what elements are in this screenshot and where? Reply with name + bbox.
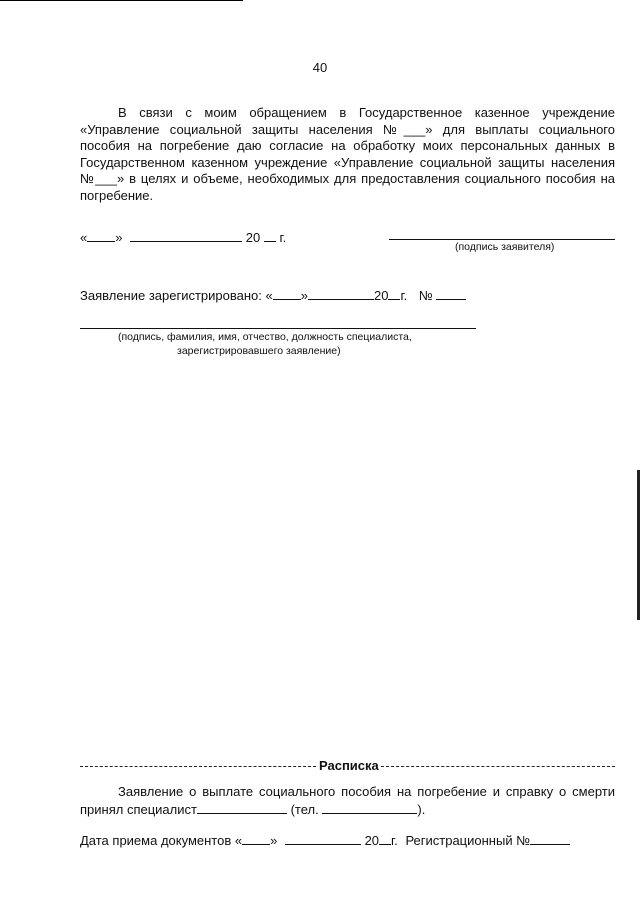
reg-close-quote: »	[300, 288, 308, 303]
receipt-year-blank	[379, 832, 391, 845]
receipt-day-blank	[242, 832, 270, 845]
month-blank	[130, 229, 242, 242]
receipt-close-quote: »	[270, 833, 278, 848]
top-edge-line	[0, 0, 243, 1]
receipt-tel-close: ).	[417, 802, 426, 817]
specialist-name-blank	[197, 801, 287, 814]
receipt-title: Расписка	[319, 758, 379, 773]
year-blank	[264, 229, 276, 242]
reg-year-prefix: 20	[373, 288, 389, 303]
receipt-paragraph	[80, 783, 615, 819]
reg-number-blank	[436, 287, 466, 300]
tel-blank	[322, 801, 417, 814]
applicant-signature-caption: (подпись заявителя)	[455, 241, 555, 253]
applicant-signature-line	[389, 239, 615, 240]
receipt-tel-open: (тел.	[290, 802, 319, 817]
reg-day-blank	[273, 287, 301, 300]
year-suffix: г.	[279, 230, 287, 245]
reg-year-suffix: г.	[400, 288, 408, 303]
registration-label: Заявление зарегистрировано: «	[80, 288, 273, 303]
receipt-year-suffix: г.	[391, 833, 398, 848]
year-prefix: 20	[245, 230, 261, 245]
registration-line	[80, 287, 466, 303]
reg-number-sign: №	[418, 288, 433, 303]
page-number: 40	[312, 60, 328, 75]
receipt-month-blank	[285, 832, 361, 845]
receipt-reg-label: Регистрационный №	[405, 833, 531, 848]
receipt-separator-left	[80, 766, 316, 767]
receipt-separator-right	[381, 766, 615, 767]
specialist-caption-line2: зарегистрировавшего заявление)	[177, 345, 341, 357]
reg-year-blank	[388, 287, 400, 300]
specialist-caption-line1: (подпись, фамилия, имя, отчество, должность специалиста,	[118, 331, 412, 343]
date-close-quote: »	[115, 230, 123, 245]
receipt-text: Заявление о выплате социального пособия на погребение и справку о смерти принял специалист	[80, 784, 615, 817]
date-open-quote: «	[80, 230, 88, 245]
specialist-signature-line	[80, 328, 476, 329]
receipt-reg-blank	[530, 832, 570, 845]
day-blank	[87, 229, 115, 242]
reg-month-blank	[308, 287, 374, 300]
receipt-date-label: Дата приема документов «	[80, 833, 243, 848]
receipt-date-line	[80, 832, 570, 848]
receipt-year-prefix: 20	[364, 833, 380, 848]
consent-paragraph: В связи с моим обращением в Государственное казенное учреждение «Управление социальной защиты населения №___» для выплаты социального пособия на погребение даю согласие на обработку моих персональных данных в Государственном казенном учреждение «Управление социальной защиты населения №___» в целях и объеме, необходимых для предоставления социального пособия на погребение.	[80, 105, 615, 203]
application-date-line	[80, 229, 286, 245]
